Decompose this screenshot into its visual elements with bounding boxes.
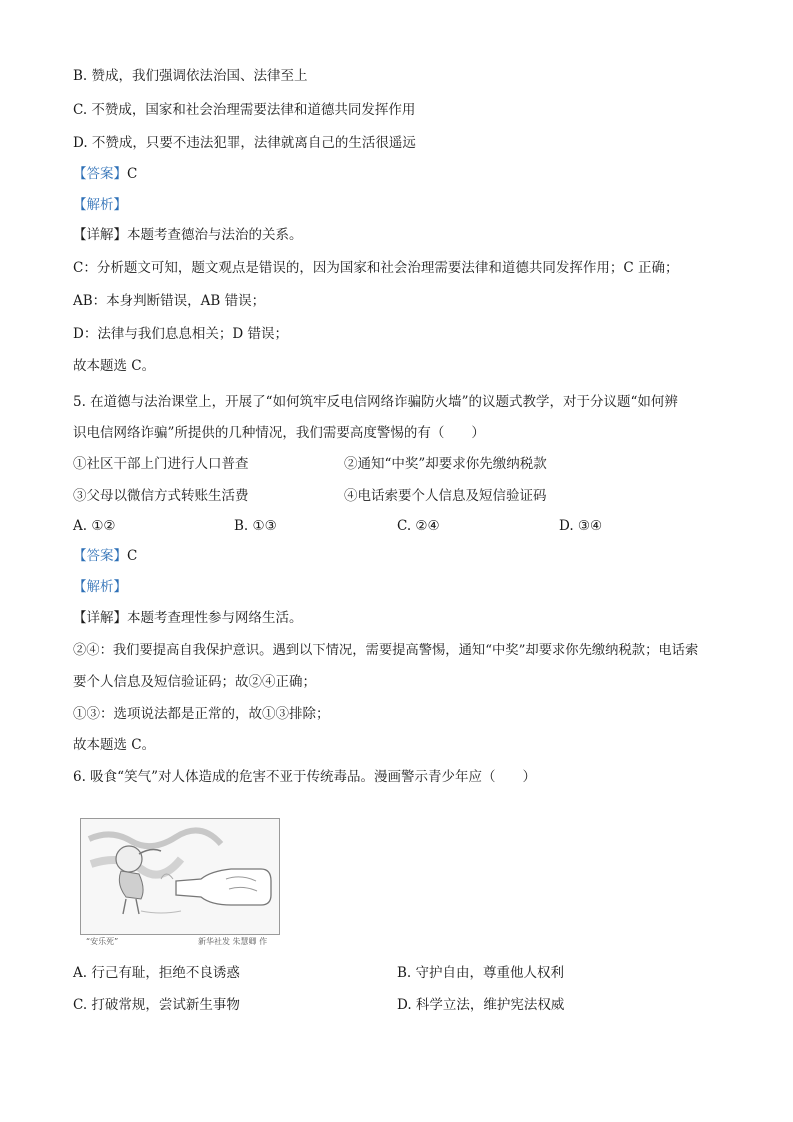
- q4-option-d: D. 不赞成，只要不违法犯罪，法律就离自己的生活很遥远: [73, 135, 416, 151]
- q4-detail: 【详解】本题考查德治与法治的关系。: [73, 227, 303, 243]
- q4-option-b: B. 赞成，我们强调依法治国、法律至上: [73, 68, 308, 84]
- q4-analysis-tag: 【解析】: [73, 197, 127, 213]
- cartoon-drawing: [81, 819, 279, 934]
- q4-explanation-1: C：分析题文可知，题文观点是错误的，因为国家和社会治理需要法律和道德共同发挥作用；C 正确；: [73, 260, 679, 276]
- q5-explanation-1a: ②④：我们要提高自我保护意识。遇到以下情况，需要提高警惕，通知“中奖”却要求你先缴纳税款；电话索: [73, 643, 699, 658]
- q6-stem: 6. 吸食“笑气”对人体造成的危害不亚于传统毒品。漫画警示青少年应（ ）: [73, 769, 536, 785]
- q6-option-a: A. 行己有耻，拒绝不良诱惑: [73, 965, 240, 981]
- q5-detail: 【详解】本题考查理性参与网络生活。: [73, 610, 303, 626]
- q5-option-d: D. ③④: [559, 518, 603, 534]
- cartoon-caption-credit: 新华社发 朱慧卿 作: [198, 937, 268, 946]
- answer-value: C: [127, 166, 138, 182]
- q5-option-c: C. ②④: [397, 518, 440, 534]
- q5-explanation-1b: 要个人信息及短信验证码；故②④正确；: [73, 674, 316, 690]
- q4-explanation-3: D：法律与我们息息相关；D 错误；: [73, 326, 288, 342]
- q5-item-3: ③父母以微信方式转账生活费: [73, 488, 249, 504]
- q4-conclusion: 故本题选 C。: [73, 358, 156, 374]
- q6-option-d: D. 科学立法，维护宪法权威: [397, 997, 565, 1013]
- q5-explanation-2: ①③：选项说法都是正常的，故①③排除；: [73, 706, 330, 722]
- cartoon-image: [80, 818, 280, 935]
- q4-explanation-2: AB：本身判断错误，AB 错误；: [73, 293, 266, 309]
- q5-option-a: A. ①②: [73, 518, 116, 534]
- q4-option-c: C. 不赞成，国家和社会治理需要法律和道德共同发挥作用: [73, 102, 416, 118]
- q5-option-b: B. ①③: [234, 518, 277, 534]
- answer-tag: 【答案】: [73, 166, 127, 182]
- q5-conclusion: 故本题选 C。: [73, 737, 156, 753]
- q6-option-c: C. 打破常规，尝试新生事物: [73, 997, 240, 1013]
- q4-answer: [73, 165, 137, 183]
- cartoon-caption-title: “安乐死”: [86, 937, 119, 946]
- q5-item-1: ①社区干部上门进行人口普查: [73, 456, 249, 472]
- q5-item-4: ④电话索要个人信息及短信验证码: [344, 488, 547, 504]
- answer-value: C: [127, 548, 138, 564]
- answer-tag: 【答案】: [73, 548, 127, 564]
- q5-answer: [73, 547, 137, 565]
- q6-option-b: B. 守护自由，尊重他人权利: [397, 965, 565, 981]
- q5-stem-line-1: 5. 在道德与法治课堂上，开展了“如何筑牢反电信网络诈骗防火墙”的议题式教学，对于分议题“如何辨: [73, 394, 678, 410]
- q5-item-2: ②通知“中奖”却要求你先缴纳税款: [344, 456, 547, 472]
- q5-analysis-tag: 【解析】: [73, 579, 127, 595]
- q5-stem-line-2: 识电信网络诈骗”所提供的几种情况，我们需要高度警惕的有（ ）: [73, 425, 485, 441]
